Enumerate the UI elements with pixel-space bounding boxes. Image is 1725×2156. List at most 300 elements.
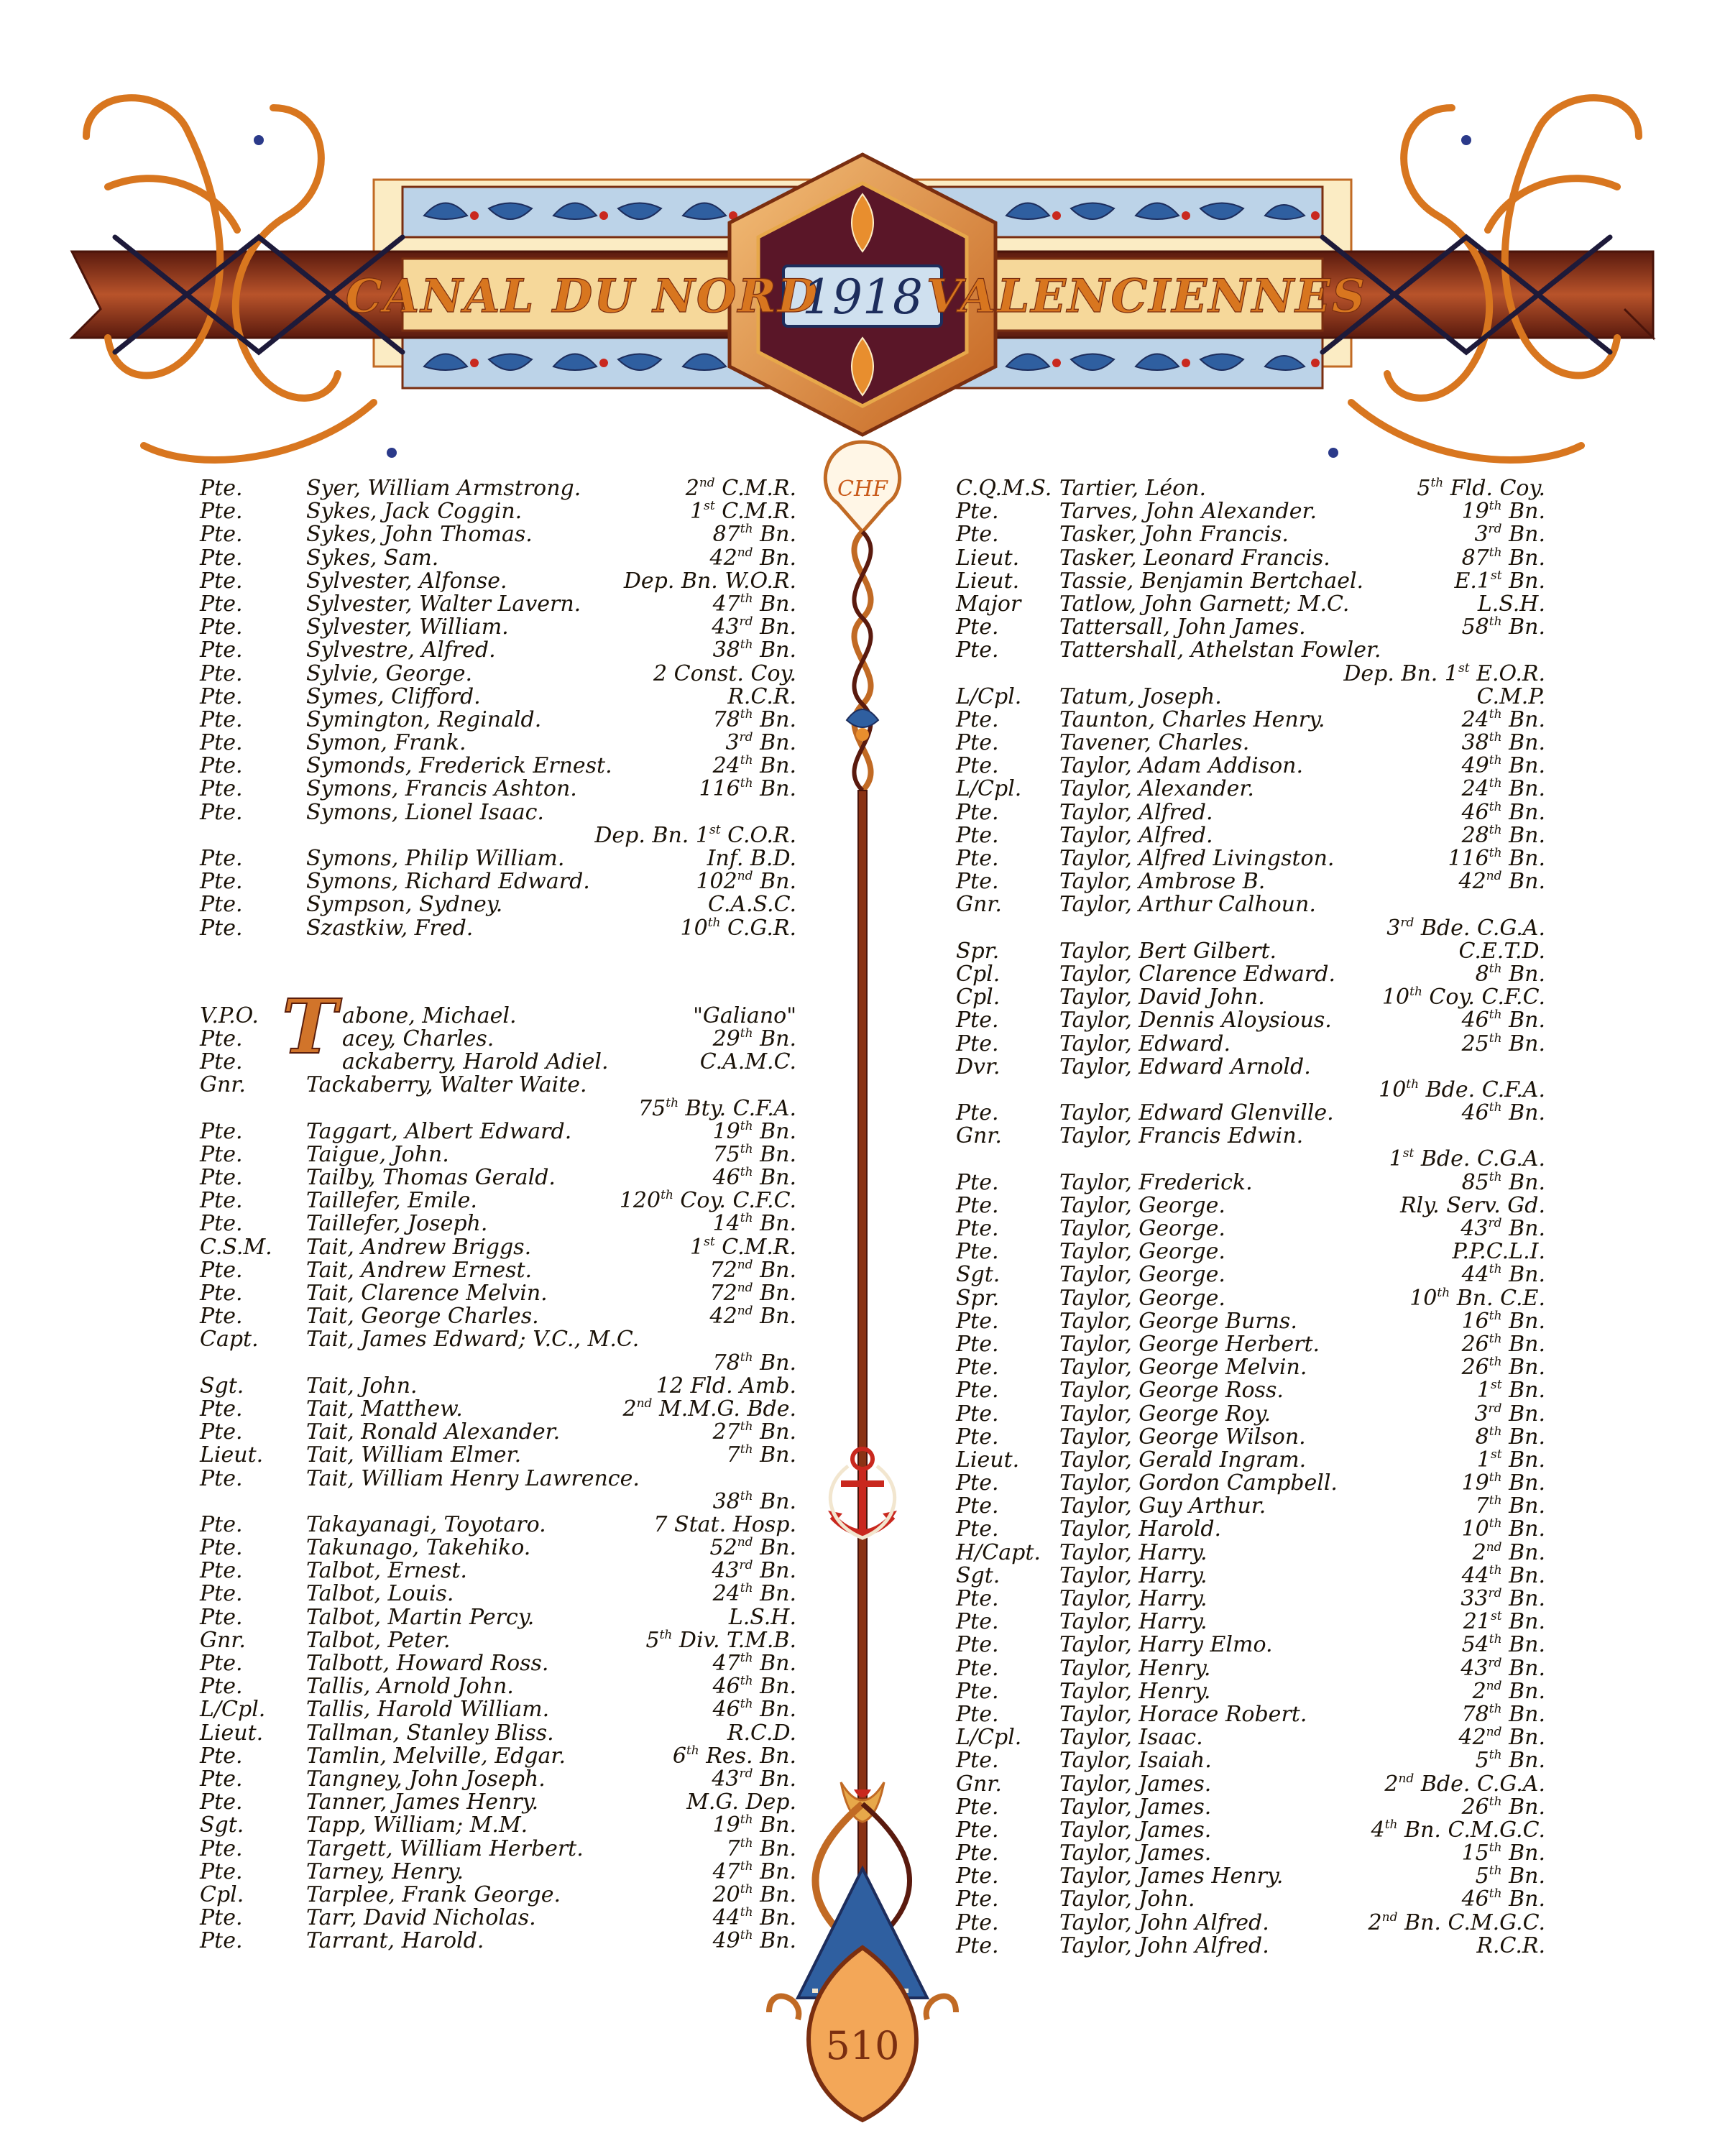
entry-name: Tait, John. (306, 1373, 418, 1399)
roll-entry (956, 1033, 1545, 1056)
entry-rank: Pte. (200, 499, 243, 525)
entry-name: Taylor, James Henry. (1059, 1864, 1284, 1889)
entry-rank: Pte. (956, 1355, 999, 1381)
entry-unit: Inf. B.D. (707, 846, 796, 871)
entry-continuation: 38th Bn. (712, 1488, 796, 1514)
entry-rank: Pte. (200, 1858, 243, 1884)
entry-name: Tamlin, Melville, Edgar. (306, 1743, 566, 1769)
roll-entry (200, 917, 796, 940)
entry-rank: Pte. (200, 753, 243, 779)
entry-name: Taylor, Isaac. (1059, 1725, 1203, 1751)
entry-name: Taylor, Clarence Edward. (1059, 961, 1335, 987)
entry-name: Taylor, Gordon Campbell. (1059, 1470, 1338, 1496)
entry-name: Syer, William Armstrong. (306, 476, 581, 501)
entry-rank: Lieut. (956, 568, 1020, 594)
roll-entry (200, 1511, 796, 1537)
entry-unit: 1st C.M.R. (690, 1234, 796, 1260)
entry-rank: Pte. (200, 730, 243, 756)
entry-rank: Pte. (200, 706, 243, 732)
entry-unit: 15th Bn. (1461, 1841, 1545, 1866)
entry-rank: Pte. (200, 1766, 243, 1792)
roll-entry (956, 1749, 1545, 1772)
roll-entry (200, 477, 796, 500)
entry-rank: Pte. (200, 683, 243, 709)
entry-continuation: 10th Bde. C.F.A. (1379, 1077, 1545, 1102)
entry-name: Tait, George Charles. (306, 1304, 539, 1330)
entry-unit: 10th Coy. C.F.C. (1381, 985, 1545, 1010)
entry-rank: Pte. (956, 1817, 999, 1843)
entry-name: Tavener, Charles. (1059, 730, 1250, 756)
roll-entry (200, 1421, 796, 1444)
entry-unit: 10th Bn. C.E. (1409, 1285, 1545, 1311)
entry-unit: 116th Bn. (1448, 846, 1545, 871)
entry-unit: 24th Bn. (1461, 776, 1545, 802)
entry-rank: Pte. (956, 1678, 999, 1704)
roll-entry (200, 523, 796, 546)
roll-entry (956, 683, 1545, 709)
entry-rank: Gnr. (956, 892, 1002, 918)
entry-name: Taylor, James. (1059, 1817, 1212, 1843)
entry-name: Tarney, Henry. (306, 1858, 464, 1884)
entry-name: Taylor, George Wilson. (1059, 1424, 1306, 1450)
roll-entry (200, 639, 796, 662)
roll-entry (956, 778, 1545, 801)
entry-name: Taylor, Harry Elmo. (1059, 1632, 1273, 1658)
entry-unit: 25th Bn. (1461, 1031, 1545, 1056)
entry-rank: Pte. (956, 1008, 999, 1033)
entry-name: Taylor, George. (1059, 1239, 1225, 1265)
entry-name: Taylor, Gerald Ingram. (1059, 1447, 1307, 1473)
entry-rank: Pte. (200, 776, 243, 802)
entry-unit: C.A.S.C. (707, 892, 796, 918)
entry-rank: Dvr. (956, 1054, 1000, 1079)
entry-rank: Pte. (956, 1886, 999, 1912)
entry-name: Taylor, George. (1059, 1216, 1225, 1241)
entry-name: Taylor, James. (1059, 1794, 1212, 1820)
roll-entry (200, 1606, 796, 1629)
entry-rank: Pte. (200, 1835, 243, 1861)
entry-unit: 3rd Bn. (1474, 522, 1545, 548)
entry-unit: 26th Bn. (1461, 1794, 1545, 1820)
roll-entry (956, 986, 1545, 1009)
roll-entry (200, 1629, 796, 1652)
roll-entry (200, 1652, 796, 1675)
roll-entry (200, 1074, 796, 1097)
entry-unit: 5th Bn. (1475, 1748, 1545, 1774)
entry-rank: Pte. (200, 1604, 243, 1630)
entry-unit: 2nd M.M.G. Bde. (622, 1396, 796, 1422)
roll-entry (956, 940, 1545, 963)
entry-name: Tallman, Stanley Bliss. (306, 1720, 554, 1746)
right-name-column (956, 477, 1545, 1958)
entry-rank: Pte. (200, 545, 243, 571)
roll-entry (956, 1865, 1545, 1888)
entry-rank: Sgt. (200, 1812, 244, 1838)
roll-entry (956, 1379, 1545, 1402)
entry-rank: Cpl. (200, 1881, 244, 1907)
roll-entry (200, 1259, 796, 1282)
entry-unit: 28th Bn. (1461, 822, 1545, 848)
roll-entry (200, 1881, 796, 1907)
entry-rank: Pte. (956, 1031, 999, 1056)
entry-rank: Pte. (200, 1558, 243, 1584)
entry-unit: 42nd Bn. (709, 1304, 796, 1330)
entry-unit: 44th Bn. (1461, 1562, 1545, 1588)
roll-entry (956, 1518, 1545, 1541)
entry-unit: 44th Bn. (712, 1905, 796, 1931)
entry-rank: Pte. (956, 1192, 999, 1218)
entry-rank: Pte. (200, 1651, 243, 1676)
entry-unit: 42nd Bn. (1458, 1725, 1545, 1751)
entry-name: Sylvester, Walter Lavern. (306, 591, 581, 617)
entry-name: Tait, William Henry Lawrence. (306, 1465, 640, 1491)
entry-unit: 72nd Bn. (709, 1281, 796, 1306)
entry-unit: C.E.T.D. (1458, 938, 1545, 964)
entry-name: Taylor, Isaiah. (1059, 1748, 1212, 1774)
entry-unit: P.P.C.L.I. (1452, 1239, 1545, 1265)
roll-entry (200, 547, 796, 570)
roll-entry (956, 1333, 1545, 1356)
entry-name: Taylor, Alfred. (1059, 822, 1213, 848)
roll-entry (956, 1588, 1545, 1611)
roll-entry (956, 1703, 1545, 1726)
entry-unit: R.C.D. (727, 1720, 796, 1746)
entry-continuation: 78th Bn. (712, 1350, 796, 1376)
roll-entry (956, 1310, 1545, 1333)
entry-name: Taylor, George. (1059, 1192, 1225, 1218)
entry-unit: 116th Bn. (699, 776, 796, 802)
entry-rank: V.P.O. (200, 1003, 259, 1028)
entry-name: Taylor, David John. (1059, 985, 1265, 1010)
entry-unit: 2nd C.M.R. (685, 476, 796, 501)
roll-entry (956, 1449, 1545, 1472)
entry-rank: Pte. (200, 1465, 243, 1491)
roll-entry (200, 1698, 796, 1721)
entry-rank: Pte. (956, 1470, 999, 1496)
entry-rank: Pte. (200, 1165, 243, 1191)
roll-entry (956, 706, 1545, 732)
entry-name: Tartier, Léon. (1059, 476, 1207, 501)
entry-rank: Spr. (956, 938, 1000, 964)
entry-name: Talbott, Howard Ross. (306, 1651, 549, 1676)
entry-unit: 46th Bn. (712, 1697, 796, 1723)
entry-name: Tait, William Elmer. (306, 1442, 522, 1468)
entry-unit: 16th Bn. (1461, 1308, 1545, 1334)
entry-unit: Rly. Serv. Gd. (1399, 1192, 1545, 1218)
entry-rank: Pte. (956, 1378, 999, 1404)
roll-entry (200, 778, 796, 801)
entry-rank: Pte. (956, 1609, 999, 1635)
entry-rank: Pte. (200, 1304, 243, 1330)
entry-rank: Pte. (200, 1511, 243, 1537)
roll-entry (200, 1051, 796, 1074)
entry-rank: Pte. (956, 614, 999, 640)
entry-rank: Pte. (200, 1188, 243, 1214)
entry-unit: 7 Stat. Hosp. (653, 1511, 796, 1537)
entry-name: Symons, Francis Ashton. (306, 776, 577, 802)
entry-unit: 4th Bn. C.M.G.C. (1371, 1817, 1545, 1843)
entry-unit: 26th Bn. (1461, 1355, 1545, 1381)
entry-name: Sykes, John Thomas. (306, 522, 533, 548)
entry-rank: Sgt. (956, 1562, 1000, 1588)
entry-rank: Gnr. (200, 1627, 246, 1653)
entry-name: Taylor, Harry. (1059, 1562, 1208, 1588)
entry-name: Taylor, Harry. (1059, 1539, 1208, 1565)
roll-entry (956, 1356, 1545, 1379)
roll-entry (956, 1102, 1545, 1125)
roll-entry (956, 1426, 1545, 1449)
entry-rank: Gnr. (956, 1123, 1002, 1149)
entry-unit: 10th C.G.R. (680, 915, 796, 941)
entry-unit: 7th Bn. (726, 1835, 796, 1861)
entry-unit: 2nd Bn. (1472, 1539, 1545, 1565)
roll-entry (200, 755, 796, 778)
entry-name: Taylor, Harry. (1059, 1586, 1208, 1611)
entry-rank: Pte. (956, 799, 999, 825)
entry-unit: 46th Bn. (712, 1674, 796, 1700)
entry-rank: Major (956, 591, 1021, 617)
roll-entry (956, 1657, 1545, 1680)
entry-rank: Sgt. (956, 1262, 1000, 1288)
entry-unit: 46th Bn. (712, 1165, 796, 1191)
roll-entry (200, 870, 796, 893)
entry-name: Symington, Reginald. (306, 706, 542, 732)
drop-cap-glyph: T (282, 982, 338, 1071)
entry-name: Taylor, Edward. (1059, 1031, 1231, 1056)
entry-unit: 14th Bn. (712, 1211, 796, 1237)
entry-unit: 24th Bn. (1461, 706, 1545, 732)
entry-unit: 10th Bn. (1461, 1516, 1545, 1542)
entry-rank: Pte. (956, 706, 999, 732)
entry-unit: 49th Bn. (1461, 753, 1545, 779)
entry-unit: 8th Bn. (1475, 961, 1545, 987)
entry-unit: L.S.H. (1477, 591, 1545, 617)
entry-name: Takunago, Takehiko. (306, 1535, 531, 1561)
roll-entry (956, 801, 1545, 824)
roll-entry (956, 1726, 1545, 1749)
entry-unit: 46th Bn. (1461, 1008, 1545, 1033)
entry-unit: 46th Bn. (1461, 1100, 1545, 1126)
entry-name: Taillefer, Joseph. (306, 1211, 488, 1237)
roll-entry (956, 1539, 1545, 1565)
roll-entry (956, 1263, 1545, 1286)
entry-rank: Pte. (956, 1864, 999, 1889)
entry-unit: 102nd Bn. (696, 869, 796, 895)
entry-name: Taylor, George Melvin. (1059, 1355, 1307, 1381)
entry-rank: Pte. (956, 753, 999, 779)
entry-name: Tallis, Arnold John. (306, 1674, 514, 1700)
entry-name: Taggart, Albert Edward. (306, 1118, 572, 1144)
roll-entry (200, 1444, 796, 1467)
entry-name: Tatum, Joseph. (1059, 683, 1222, 709)
entry-unit: 3rd Bn. (725, 730, 796, 756)
entry-name: Taylor, Guy Arthur. (1059, 1493, 1266, 1519)
entry-unit: 43rd Bn. (1460, 1216, 1545, 1241)
entry-unit: 85th Bn. (1461, 1169, 1545, 1195)
roll-entry (200, 1212, 796, 1235)
entry-unit: 49th Bn. (712, 1928, 796, 1954)
entry-rank: Pte. (956, 499, 999, 525)
roll-entry (200, 847, 796, 870)
entry-name: Sympson, Sydney. (306, 892, 503, 918)
entry-name: Taylor, Dennis Aloysious. (1059, 1008, 1332, 1033)
entry-unit: 87th Bn. (1461, 545, 1545, 571)
roll-entry (200, 801, 796, 824)
roll-entry (956, 1611, 1545, 1634)
entry-unit: 58th Bn. (1461, 614, 1545, 640)
entry-unit: L.S.H. (728, 1604, 796, 1630)
entry-rank: Pte. (200, 1674, 243, 1700)
entry-rank: Pte. (956, 1424, 999, 1450)
entry-unit: 26th Bn. (1461, 1331, 1545, 1357)
entry-rank: L/Cpl. (956, 1725, 1022, 1751)
entry-rank: Spr. (956, 1285, 1000, 1311)
roll-entry (956, 1634, 1545, 1657)
entry-name: ackaberry, Harold Adiel. (342, 1049, 609, 1075)
entry-unit: Dep. Bn. W.O.R. (623, 568, 796, 594)
entry-unit: 43rd Bn. (712, 1766, 796, 1792)
roll-entry (956, 523, 1545, 546)
entry-unit: 20th Bn. (712, 1881, 796, 1907)
entry-rank: H/Capt. (956, 1539, 1041, 1565)
entry-name: Taylor, Frederick. (1059, 1169, 1253, 1195)
entry-rank: Pte. (200, 1419, 243, 1445)
roll-entry (200, 1858, 796, 1884)
entry-unit: 1st Bn. (1476, 1447, 1545, 1473)
entry-name: Symon, Frank. (306, 730, 466, 756)
entry-name: Sylvestre, Alfred. (306, 637, 496, 663)
entry-rank: Lieut. (200, 1720, 264, 1746)
roll-entry (956, 1680, 1545, 1703)
entry-name: Tattershall, Athelstan Fowler. (1059, 637, 1381, 663)
entry-name: Taylor, Harold. (1059, 1516, 1222, 1542)
roll-entry (200, 1835, 796, 1861)
entry-rank: Pte. (200, 1281, 243, 1306)
roll-entry (200, 1166, 796, 1189)
entry-name: Sylvester, Alfonse. (306, 568, 507, 594)
roll-entry (956, 1472, 1545, 1495)
entry-unit: 19th Bn. (1461, 499, 1545, 525)
entry-rank: Pte. (200, 568, 243, 594)
roll-entry (200, 1189, 796, 1212)
entry-unit: "Galiano" (693, 1003, 796, 1028)
entry-name: Symonds, Frederick Ernest. (306, 753, 612, 779)
entry-unit: 1st C.M.R. (690, 499, 796, 525)
entry-name: Taylor, George Ross. (1059, 1378, 1284, 1404)
entry-name: Tassie, Benjamin Bertchael. (1059, 568, 1364, 594)
entry-rank: Pte. (956, 869, 999, 895)
roll-entry (956, 893, 1545, 916)
entry-unit: 19th Bn. (712, 1118, 796, 1144)
entry-rank: Cpl. (956, 961, 1000, 987)
entry-rank: Pte. (200, 1396, 243, 1422)
roll-entry (956, 500, 1545, 523)
roll-entry (956, 1932, 1545, 1958)
entry-continuation: Dep. Bn. 1st C.O.R. (594, 822, 796, 848)
entry-unit: 2 Const. Coy. (653, 660, 796, 686)
entry-name: Tallis, Harold William. (306, 1697, 550, 1723)
illuminated-header (0, 0, 1725, 502)
entry-unit: 47th Bn. (712, 591, 796, 617)
entry-rank: Cpl. (956, 985, 1000, 1010)
entry-unit: R.C.R. (1476, 1932, 1545, 1958)
entry-name: Taylor, Ambrose B. (1059, 869, 1266, 895)
entry-unit: 27th Bn. (712, 1419, 796, 1445)
entry-unit: 47th Bn. (712, 1651, 796, 1676)
monogram: CHF (837, 476, 888, 502)
roll-entry (956, 1888, 1545, 1911)
entry-rank: Pte. (200, 1905, 243, 1931)
entry-name: Symons, Richard Edward. (306, 869, 590, 895)
roll-entry (956, 639, 1545, 662)
entry-rank: Gnr. (956, 1771, 1002, 1797)
entry-unit: 43rd Bn. (712, 1558, 796, 1584)
entry-name: Tasker, Leonard Francis. (1059, 545, 1330, 571)
entry-name: Targett, William Herbert. (306, 1835, 584, 1861)
entry-unit: 2nd Bde. C.G.A. (1384, 1771, 1545, 1797)
entry-rank: Pte. (956, 1239, 999, 1265)
entry-continuation: 3rd Bde. C.G.A. (1386, 915, 1545, 941)
entry-unit: 5th Bn. (1475, 1864, 1545, 1889)
roll-entry (956, 847, 1545, 870)
roll-entry (200, 1398, 796, 1421)
entry-name: Taylor, George. (1059, 1262, 1225, 1288)
entry-unit: E.1st Bn. (1454, 568, 1545, 594)
entry-rank: Pte. (200, 1789, 243, 1815)
entry-unit: 1st Bn. (1476, 1378, 1545, 1404)
entry-rank: Pte. (200, 1743, 243, 1769)
entry-name: Taylor, Alfred Livingston. (1059, 846, 1335, 871)
roll-entry (200, 1791, 796, 1814)
roll-entry (956, 1495, 1545, 1518)
entry-unit: 5th Fld. Coy. (1417, 476, 1545, 501)
roll-entry (956, 616, 1545, 639)
entry-name: Tattersall, John James. (1059, 614, 1306, 640)
roll-entry (956, 1009, 1545, 1032)
entry-name: Symes, Clifford. (306, 683, 481, 709)
entry-unit: 78th Bn. (712, 706, 796, 732)
entry-name: Talbot, Peter. (306, 1627, 451, 1653)
roll-entry (200, 1907, 796, 1930)
entry-name: Taylor, Alexander. (1059, 776, 1254, 802)
entry-unit: 3rd Bn. (1474, 1401, 1545, 1427)
roll-entry (956, 1217, 1545, 1240)
entry-name: Taylor, Alfred. (1059, 799, 1213, 825)
entry-rank: Pte. (200, 522, 243, 548)
entry-unit: R.C.R. (727, 683, 796, 709)
entry-name: Taylor, George Roy. (1059, 1401, 1271, 1427)
entry-name: Taylor, James. (1059, 1841, 1212, 1866)
roll-entry (956, 1819, 1545, 1842)
entry-continuation: Dep. Bn. 1st E.O.R. (1343, 660, 1545, 686)
monogram-shield-icon (825, 442, 899, 532)
entry-rank: Pte. (956, 1401, 999, 1427)
entry-name: Tait, Ronald Alexander. (306, 1419, 561, 1445)
entry-rank: Pte. (956, 730, 999, 756)
roll-entry (200, 1583, 796, 1606)
entry-unit: M.G. Dep. (686, 1789, 796, 1815)
entry-name: Tailby, Thomas Gerald. (306, 1165, 556, 1191)
entry-unit: 8th Bn. (1475, 1424, 1545, 1450)
entry-rank: C.Q.M.S. (956, 476, 1052, 501)
roll-entry (200, 706, 796, 732)
entry-name: Taylor, John Alfred. (1059, 1932, 1269, 1958)
entry-name: Taylor, Harry. (1059, 1609, 1208, 1635)
entry-unit: 52nd Bn. (709, 1535, 796, 1561)
entry-rank: Pte. (956, 1841, 999, 1866)
entry-rank: L/Cpl. (956, 776, 1022, 802)
roll-entry (956, 1562, 1545, 1588)
